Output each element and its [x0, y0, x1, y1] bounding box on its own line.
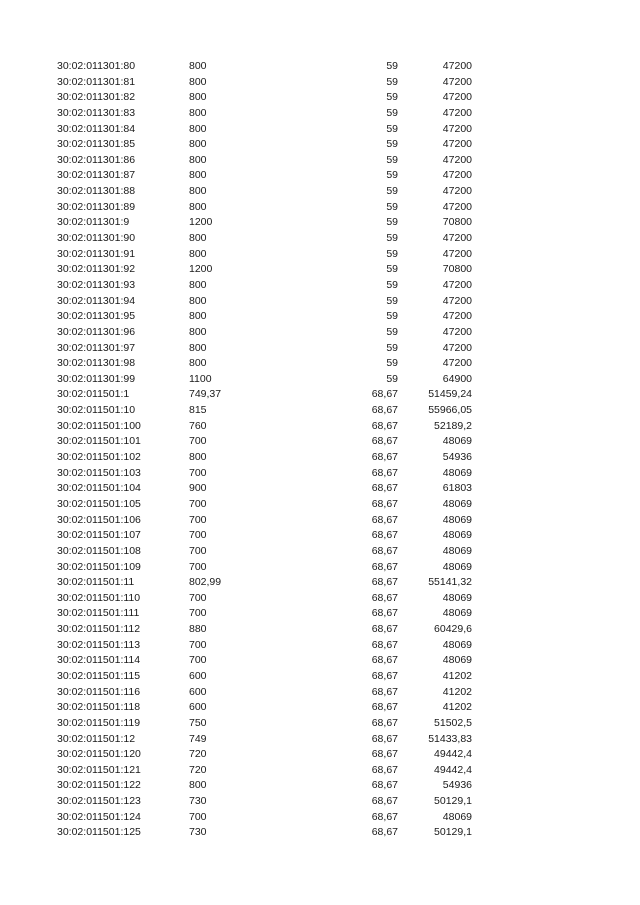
value-cell: 47200 — [442, 341, 472, 354]
cadastral-number-cell: 30:02:011301:87 — [57, 169, 136, 182]
rate-cell: 59 — [386, 75, 398, 88]
cadastral-number-cell: 30:02:011501:118 — [57, 701, 141, 714]
value-cell: 41202 — [442, 685, 472, 698]
value-cell: 47200 — [442, 60, 472, 72]
table-row — [0, 810, 640, 826]
table-row — [0, 794, 640, 810]
table-row — [0, 294, 640, 310]
table-row — [0, 528, 640, 544]
area-cell: 1200 — [189, 216, 213, 229]
area-cell: 700 — [189, 560, 207, 573]
rate-cell: 68,67 — [371, 763, 398, 776]
value-cell: 48069 — [442, 591, 472, 604]
table-row — [0, 622, 640, 638]
cadastral-number-cell: 30:02:011501:11 — [57, 576, 135, 589]
area-cell: 900 — [189, 482, 207, 495]
value-cell: 47200 — [442, 200, 472, 213]
rate-cell: 59 — [386, 263, 398, 276]
table-row — [0, 466, 640, 482]
value-cell: 47200 — [442, 232, 472, 245]
table-row — [0, 90, 640, 106]
cadastral-number-cell: 30:02:011501:106 — [57, 513, 141, 526]
value-cell: 47200 — [442, 75, 472, 88]
area-cell: 700 — [189, 654, 207, 667]
value-cell: 47200 — [442, 185, 472, 198]
table-row — [0, 153, 640, 169]
cadastral-number-cell: 30:02:011501:111 — [57, 607, 140, 620]
table-row — [0, 59, 640, 75]
value-cell: 48069 — [442, 654, 472, 667]
cadastral-number-cell: 30:02:011501:104 — [57, 482, 141, 495]
cadastral-number-cell: 30:02:011301:81 — [57, 75, 136, 88]
value-cell: 41202 — [442, 701, 472, 714]
area-cell: 700 — [189, 607, 207, 620]
value-cell: 51433,83 — [428, 732, 472, 745]
table-row — [0, 278, 640, 294]
rate-cell: 59 — [386, 138, 398, 151]
cadastral-number-cell: 30:02:011501:120 — [57, 748, 141, 761]
area-cell: 800 — [189, 357, 207, 370]
area-cell: 800 — [189, 106, 207, 119]
area-cell: 815 — [189, 404, 207, 417]
cadastral-number-cell: 30:02:011301:96 — [57, 325, 136, 338]
cadastral-number-cell: 30:02:011501:1 — [57, 388, 130, 401]
table-row — [0, 184, 640, 200]
area-cell: 800 — [189, 779, 207, 792]
table-row — [0, 669, 640, 685]
table-row — [0, 262, 640, 278]
table-row — [0, 606, 640, 622]
table-row — [0, 450, 640, 466]
rate-cell: 59 — [386, 200, 398, 213]
cadastral-number-cell: 30:02:011501:10 — [57, 404, 136, 417]
rate-cell: 68,67 — [371, 482, 398, 495]
area-cell: 800 — [189, 169, 207, 182]
rate-cell: 59 — [386, 153, 398, 166]
area-cell: 800 — [189, 278, 207, 291]
area-cell: 800 — [189, 91, 207, 104]
cadastral-number-cell: 30:02:011501:107 — [57, 529, 141, 542]
table-row — [0, 763, 640, 779]
rate-cell: 68,67 — [371, 466, 398, 479]
table-row — [0, 513, 640, 529]
rate-cell: 68,67 — [371, 544, 398, 557]
area-cell: 800 — [189, 310, 207, 323]
area-cell: 600 — [189, 701, 207, 714]
area-cell: 600 — [189, 685, 207, 698]
rate-cell: 59 — [386, 372, 398, 385]
cadastral-number-cell: 30:02:011501:116 — [57, 685, 141, 698]
cadastral-number-cell: 30:02:011301:99 — [57, 372, 136, 385]
area-cell: 730 — [189, 826, 207, 839]
area-cell: 1100 — [189, 372, 212, 385]
value-cell: 47200 — [442, 294, 472, 307]
area-cell: 700 — [189, 497, 207, 510]
rate-cell: 68,67 — [371, 623, 398, 636]
table-row — [0, 685, 640, 701]
table-row — [0, 732, 640, 748]
rate-cell: 59 — [386, 122, 398, 135]
rate-cell: 68,67 — [371, 435, 398, 448]
cadastral-number-cell: 30:02:011501:112 — [57, 623, 141, 636]
cadastral-number-cell: 30:02:011501:113 — [57, 638, 141, 651]
table-row — [0, 560, 640, 576]
cadastral-number-cell: 30:02:011301:93 — [57, 278, 136, 291]
rate-cell: 59 — [386, 278, 398, 291]
table-row — [0, 372, 640, 388]
value-cell: 60429,6 — [434, 623, 472, 636]
rate-cell: 68,67 — [371, 419, 398, 432]
area-cell: 760 — [189, 419, 207, 432]
rate-cell: 68,67 — [371, 826, 398, 839]
area-cell: 720 — [189, 748, 207, 761]
rate-cell: 68,67 — [371, 685, 398, 698]
area-cell: 730 — [189, 795, 207, 808]
cadastral-number-cell: 30:02:011301:88 — [57, 185, 136, 198]
table-row — [0, 231, 640, 247]
rate-cell: 68,67 — [371, 716, 398, 729]
area-cell: 800 — [189, 122, 207, 135]
value-cell: 47200 — [442, 106, 472, 119]
table-row — [0, 419, 640, 435]
area-cell: 800 — [189, 247, 207, 260]
area-cell: 800 — [189, 75, 207, 88]
cadastral-number-cell: 30:02:011501:121 — [57, 763, 141, 776]
value-cell: 47200 — [442, 91, 472, 104]
cadastral-number-cell: 30:02:011501:124 — [57, 810, 141, 823]
rate-cell: 59 — [386, 294, 398, 307]
table-row — [0, 434, 640, 450]
value-cell: 48069 — [442, 638, 472, 651]
value-cell: 48069 — [442, 435, 472, 448]
cadastral-number-cell: 30:02:011301:80 — [57, 60, 136, 72]
value-cell: 41202 — [442, 669, 472, 682]
value-cell: 51459,24 — [428, 388, 472, 401]
rate-cell: 59 — [386, 185, 398, 198]
cadastral-number-cell: 30:02:011501:108 — [57, 544, 141, 557]
table-row — [0, 700, 640, 716]
rate-cell: 59 — [386, 341, 398, 354]
value-cell: 50129,1 — [434, 826, 472, 839]
cadastral-number-cell: 30:02:011301:90 — [57, 232, 136, 245]
value-cell: 47200 — [442, 122, 472, 135]
cadastral-number-cell: 30:02:011501:115 — [57, 669, 141, 682]
area-cell: 800 — [189, 294, 207, 307]
value-cell: 61803 — [442, 482, 472, 495]
rate-cell: 68,67 — [371, 497, 398, 510]
value-cell: 48069 — [442, 497, 472, 510]
rate-cell: 68,67 — [371, 529, 398, 542]
rate-cell: 68,67 — [371, 748, 398, 761]
rate-cell: 59 — [386, 310, 398, 323]
table-row — [0, 387, 640, 403]
cadastral-number-cell: 30:02:011301:86 — [57, 153, 136, 166]
rate-cell: 68,67 — [371, 654, 398, 667]
value-cell: 50129,1 — [434, 795, 472, 808]
rate-cell: 68,67 — [371, 513, 398, 526]
area-cell: 700 — [189, 810, 207, 823]
table-row — [0, 309, 640, 325]
area-cell: 800 — [189, 185, 207, 198]
value-cell: 48069 — [442, 466, 472, 479]
value-cell: 48069 — [442, 607, 472, 620]
cadastral-number-cell: 30:02:011501:105 — [57, 497, 141, 510]
rate-cell: 59 — [386, 216, 398, 229]
value-cell: 55966,05 — [428, 404, 472, 417]
table-row — [0, 778, 640, 794]
rate-cell: 68,67 — [371, 638, 398, 651]
cadastral-number-cell: 30:02:011301:84 — [57, 122, 136, 135]
table-row — [0, 497, 640, 513]
table-row — [0, 106, 640, 122]
area-cell: 700 — [189, 466, 207, 479]
rate-cell: 59 — [386, 232, 398, 245]
area-cell: 880 — [189, 623, 207, 636]
table-row — [0, 325, 640, 341]
table-row — [0, 200, 640, 216]
value-cell: 47200 — [442, 169, 472, 182]
area-cell: 700 — [189, 513, 207, 526]
rate-cell: 68,67 — [371, 669, 398, 682]
value-cell: 47200 — [442, 278, 472, 291]
area-cell: 600 — [189, 669, 207, 682]
table-row — [0, 122, 640, 138]
area-cell: 800 — [189, 232, 207, 245]
table-row — [0, 356, 640, 372]
rate-cell: 68,67 — [371, 404, 398, 417]
cadastral-number-cell: 30:02:011301:85 — [57, 138, 136, 151]
cadastral-number-cell: 30:02:011501:103 — [57, 466, 141, 479]
value-cell: 47200 — [442, 247, 472, 260]
table-row — [0, 544, 640, 560]
value-cell: 54936 — [442, 779, 472, 792]
rate-cell: 59 — [386, 247, 398, 260]
cadastral-number-cell: 30:02:011301:91 — [57, 247, 136, 260]
area-cell: 700 — [189, 591, 207, 604]
rate-cell: 68,67 — [371, 607, 398, 620]
cadastral-number-cell: 30:02:011301:95 — [57, 310, 136, 323]
cadastral-number-cell: 30:02:011301:9 — [57, 216, 130, 229]
area-cell: 800 — [189, 341, 207, 354]
cadastral-number-cell: 30:02:011501:114 — [57, 654, 141, 667]
value-cell: 64900 — [442, 372, 472, 385]
cadastral-number-cell: 30:02:011501:122 — [57, 779, 141, 792]
rate-cell: 68,67 — [371, 576, 398, 589]
rate-cell: 68,67 — [371, 795, 398, 808]
cadastral-number-cell: 30:02:011501:125 — [57, 826, 141, 839]
area-cell: 800 — [189, 60, 207, 72]
table-row — [0, 653, 640, 669]
value-cell: 48069 — [442, 544, 472, 557]
table-row — [0, 591, 640, 607]
area-cell: 800 — [189, 138, 207, 151]
cadastral-number-cell: 30:02:011301:97 — [57, 341, 136, 354]
value-cell: 70800 — [442, 216, 472, 229]
cadastral-number-cell: 30:02:011501:100 — [57, 419, 141, 432]
value-cell: 70800 — [442, 263, 472, 276]
cadastral-number-cell: 30:02:011301:89 — [57, 200, 136, 213]
rate-cell: 68,67 — [371, 810, 398, 823]
value-cell: 55141,32 — [428, 576, 472, 589]
cadastral-number-cell: 30:02:011501:12 — [57, 732, 136, 745]
cadastral-number-cell: 30:02:011301:83 — [57, 106, 136, 119]
cadastral-number-cell: 30:02:011501:101 — [57, 435, 141, 448]
value-cell: 47200 — [442, 325, 472, 338]
rate-cell: 68,67 — [371, 560, 398, 573]
table-row — [0, 137, 640, 153]
cadastral-number-cell: 30:02:011501:119 — [57, 716, 141, 729]
table-row — [0, 575, 640, 591]
table-row — [0, 638, 640, 654]
value-cell: 47200 — [442, 310, 472, 323]
rate-cell: 68,67 — [371, 779, 398, 792]
area-cell: 750 — [189, 716, 207, 729]
rate-cell: 68,67 — [371, 388, 398, 401]
area-cell: 800 — [189, 153, 207, 166]
table-row — [0, 215, 640, 231]
value-cell: 51502,5 — [434, 716, 472, 729]
area-cell: 800 — [189, 325, 207, 338]
value-cell: 48069 — [442, 560, 472, 573]
rate-cell: 68,67 — [371, 701, 398, 714]
rate-cell: 59 — [386, 325, 398, 338]
value-cell: 49442,4 — [434, 748, 472, 761]
value-cell: 49442,4 — [434, 763, 472, 776]
cadastral-number-cell: 30:02:011301:94 — [57, 294, 136, 307]
cadastral-number-cell: 30:02:011301:92 — [57, 263, 136, 276]
value-cell: 47200 — [442, 153, 472, 166]
cadastral-number-cell: 30:02:011301:82 — [57, 91, 136, 104]
rate-cell: 68,67 — [371, 591, 398, 604]
rate-cell: 68,67 — [371, 451, 398, 464]
table-row — [0, 75, 640, 91]
area-cell: 800 — [189, 451, 207, 464]
value-cell: 48069 — [442, 810, 472, 823]
value-cell: 47200 — [442, 357, 472, 370]
value-cell: 48069 — [442, 529, 472, 542]
area-cell: 749 — [189, 732, 207, 745]
rate-cell: 68,67 — [371, 732, 398, 745]
table-row — [0, 403, 640, 419]
value-cell: 47200 — [442, 138, 472, 151]
cadastral-number-cell: 30:02:011501:109 — [57, 560, 141, 573]
value-cell: 48069 — [442, 513, 472, 526]
area-cell: 700 — [189, 529, 207, 542]
data-table — [0, 59, 640, 841]
area-cell: 700 — [189, 544, 207, 557]
table-row — [0, 825, 640, 841]
value-cell: 52189,2 — [434, 419, 472, 432]
cadastral-number-cell: 30:02:011501:123 — [57, 795, 141, 808]
cadastral-number-cell: 30:02:011501:110 — [57, 591, 141, 604]
rate-cell: 59 — [386, 169, 398, 182]
area-cell: 800 — [189, 200, 207, 213]
rate-cell: 59 — [386, 60, 398, 72]
table-row — [0, 747, 640, 763]
table-row — [0, 168, 640, 184]
table-row — [0, 716, 640, 732]
table-row — [0, 481, 640, 497]
table-row — [0, 341, 640, 357]
rate-cell: 59 — [386, 91, 398, 104]
area-cell: 700 — [189, 638, 207, 651]
value-cell: 54936 — [442, 451, 472, 464]
rate-cell: 59 — [386, 357, 398, 370]
area-cell: 802,99 — [189, 576, 222, 589]
area-cell: 749,37 — [189, 388, 222, 401]
cadastral-number-cell: 30:02:011501:102 — [57, 451, 141, 464]
area-cell: 1200 — [189, 263, 213, 276]
rate-cell: 59 — [386, 106, 398, 119]
area-cell: 700 — [189, 435, 207, 448]
cadastral-number-cell: 30:02:011301:98 — [57, 357, 136, 370]
table-row — [0, 247, 640, 263]
area-cell: 720 — [189, 763, 207, 776]
